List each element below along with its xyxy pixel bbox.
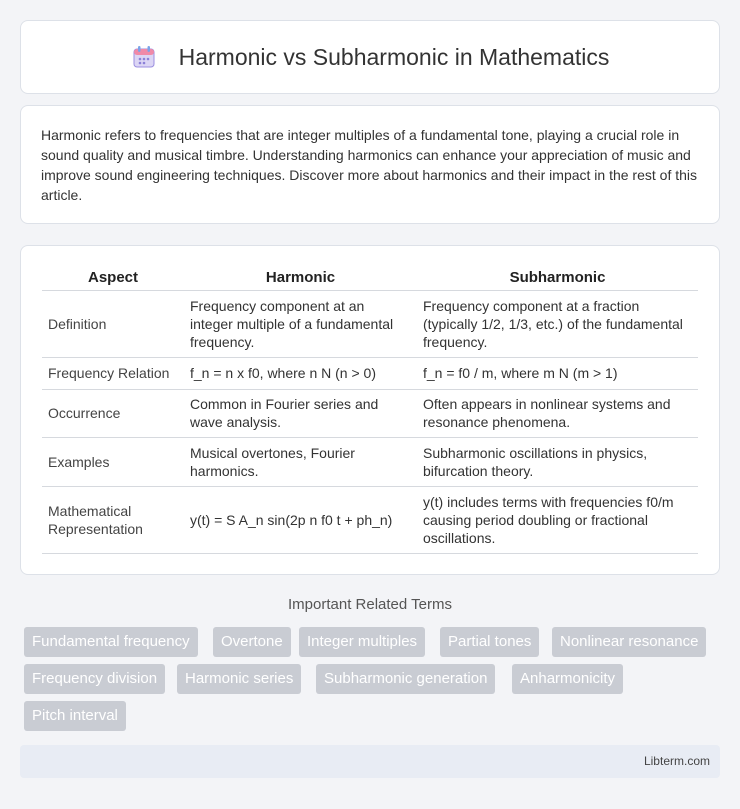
- title-card: [20, 20, 720, 94]
- table-cell: Often appears in nonlinear systems and resonance phenomena.: [417, 389, 698, 437]
- tag-integer-multiples[interactable]: Integer multiples: [299, 627, 425, 657]
- table-cell: Definition: [42, 290, 184, 357]
- table-cell: Frequency component at a fraction (typically 1/2, 1/3, etc.) of the fundamental frequency.: [417, 290, 698, 357]
- table-header-row: [42, 266, 698, 290]
- table-cell: Occurrence: [42, 389, 184, 437]
- header-subharmonic: Subharmonic: [417, 266, 698, 290]
- header-harmonic: Harmonic: [184, 266, 417, 290]
- table-cell: Examples: [42, 437, 184, 486]
- table-row: [42, 357, 698, 389]
- page-title: Harmonic vs Subharmonic in Mathematics: [178, 43, 610, 70]
- tag-frequency-division[interactable]: Frequency division: [24, 664, 165, 694]
- header-aspect: Aspect: [42, 266, 184, 290]
- tag-pitch-interval[interactable]: Pitch interval: [24, 701, 126, 731]
- tag-nonlinear-resonance[interactable]: Nonlinear resonance: [552, 627, 706, 657]
- table-cell: Common in Fourier series and wave analysis.: [184, 389, 417, 437]
- intro-paragraph: Harmonic refers to frequencies that are integer multiples of a fundamental tone, playing a crucial role in sound quality and musical timbre. Understanding harmonics can enhance your appreciation of music and improve sound engineering techniques. Discover more about harmonics and their impact in the rest of this article.: [41, 127, 698, 203]
- table-row: [42, 389, 698, 437]
- table-cell: Frequency Relation: [42, 357, 184, 389]
- table-cell: y(t) includes terms with frequencies f0/m causing period doubling or fractional oscillations.: [417, 486, 698, 553]
- table-cell: f_n = n x f0, where n N (n > 0): [184, 357, 417, 389]
- comparison-table: [42, 266, 698, 554]
- table-cell: Musical overtones, Fourier harmonics.: [184, 437, 417, 486]
- tag-overtone[interactable]: Overtone: [213, 627, 291, 657]
- related-terms-heading: Important Related Terms: [288, 596, 452, 613]
- table-cell: f_n = f0 / m, where m N (m > 1): [417, 357, 698, 389]
- table-row: [42, 486, 698, 553]
- table-cell: Frequency component at an integer multiple of a fundamental frequency.: [184, 290, 417, 357]
- table-row: [42, 437, 698, 486]
- comparison-card: [20, 245, 720, 575]
- tag-partial-tones[interactable]: Partial tones: [440, 627, 539, 657]
- tag-subharmonic-generation[interactable]: Subharmonic generation: [316, 664, 495, 694]
- tag-fundamental-frequency[interactable]: Fundamental frequency: [24, 627, 198, 657]
- footer: [20, 745, 720, 778]
- footer-site-link[interactable]: Libterm.com: [643, 754, 710, 768]
- tag-harmonic-series[interactable]: Harmonic series: [177, 664, 301, 694]
- tag-anharmonicity[interactable]: Anharmonicity: [512, 664, 623, 694]
- calendar-icon: [131, 44, 157, 70]
- intro-card: [20, 105, 720, 224]
- table-cell: Subharmonic oscillations in physics, bifurcation theory.: [417, 437, 698, 486]
- table-cell: y(t) = S A_n sin(2p n f0 t + ph_n): [184, 486, 417, 553]
- table-row: [42, 290, 698, 357]
- table-cell: Mathematical Representation: [42, 486, 184, 553]
